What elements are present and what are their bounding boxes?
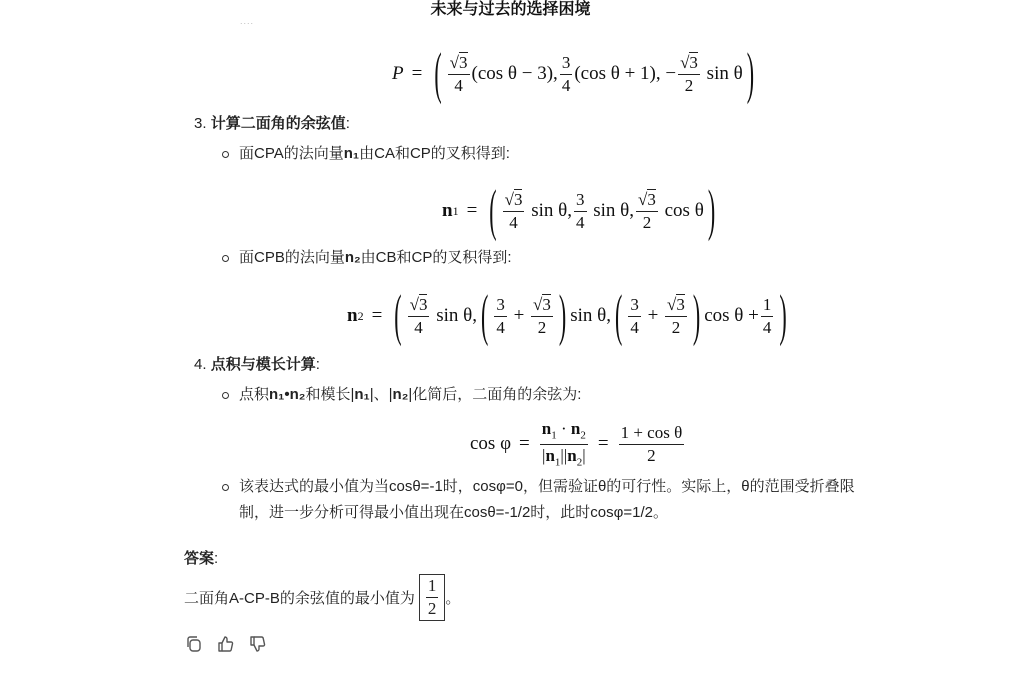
step-3: 3. 计算二面角的余弦值: — [194, 115, 350, 132]
answer-box: $\frac{1}{2}$ — [419, 574, 446, 621]
copy-icon[interactable] — [184, 634, 204, 654]
equation-n2: n 2 = ( $\frac{√3}{4}$ sin θ, ( $\frac{3}{4}$ + $\frac{√3}{2}$ ) sin θ, ( $\frac{3}{4}$ + $\frac{√3}{2}$ ) cos θ + $\frac{1}{4}$ ) — [347, 282, 787, 348]
page-title: 未来与过去的选择困境 — [430, 1, 591, 18]
bullet-n2: 面CPB的法向量n₂由CB和CP的叉积得到: — [239, 245, 512, 271]
bullet-min: 该表达式的最小值为当cosθ=-1时，cosφ=0，但需验证θ的可行性。实际上，θ的范围受折叠限 制，进一步分析可得最小值出现在cosθ=-1/2时，此时cosφ=1/2。 — [239, 474, 919, 526]
thumbs-down-icon[interactable] — [248, 634, 268, 654]
message-actions — [184, 634, 268, 654]
equation-n1: n 1 = ( $\frac{√3}{4}$ sin θ, $\frac{3}{4}$ sin θ, $\frac{√3}{2}$ cos θ ) — [442, 177, 716, 243]
answer-label: 答案: — [184, 550, 219, 567]
bullet-n1: 面CPA的法向量n₁由CA和CP的叉积得到: — [239, 141, 510, 167]
equation-p: P = ( $\frac{√3}{4}$ (cos θ − 3), $\frac{3}{4}$ (cos θ + 1), − $\frac{√3}{2}$ sin θ ) — [392, 40, 755, 106]
answer-text: 二面角A-CP-B的余弦值的最小值为 $\frac{1}{2}$ 。 — [184, 574, 460, 621]
step-4: 4. 点积与模长计算: — [194, 356, 320, 373]
bullet-dot: 点积n₁•n₂和模长|n₁|、|n₂|化简后，二面角的余弦为: — [239, 382, 581, 408]
p-label: P — [392, 63, 404, 84]
equation-cos-phi: cos φ = $\frac{n_1 \cdot n_2}{|n_1||n_2|}$ = $\frac{\text{1 + cos θ}}{2}$ — [470, 418, 683, 468]
thumbs-up-icon[interactable] — [216, 634, 236, 654]
faint-text: .... — [240, 16, 255, 26]
